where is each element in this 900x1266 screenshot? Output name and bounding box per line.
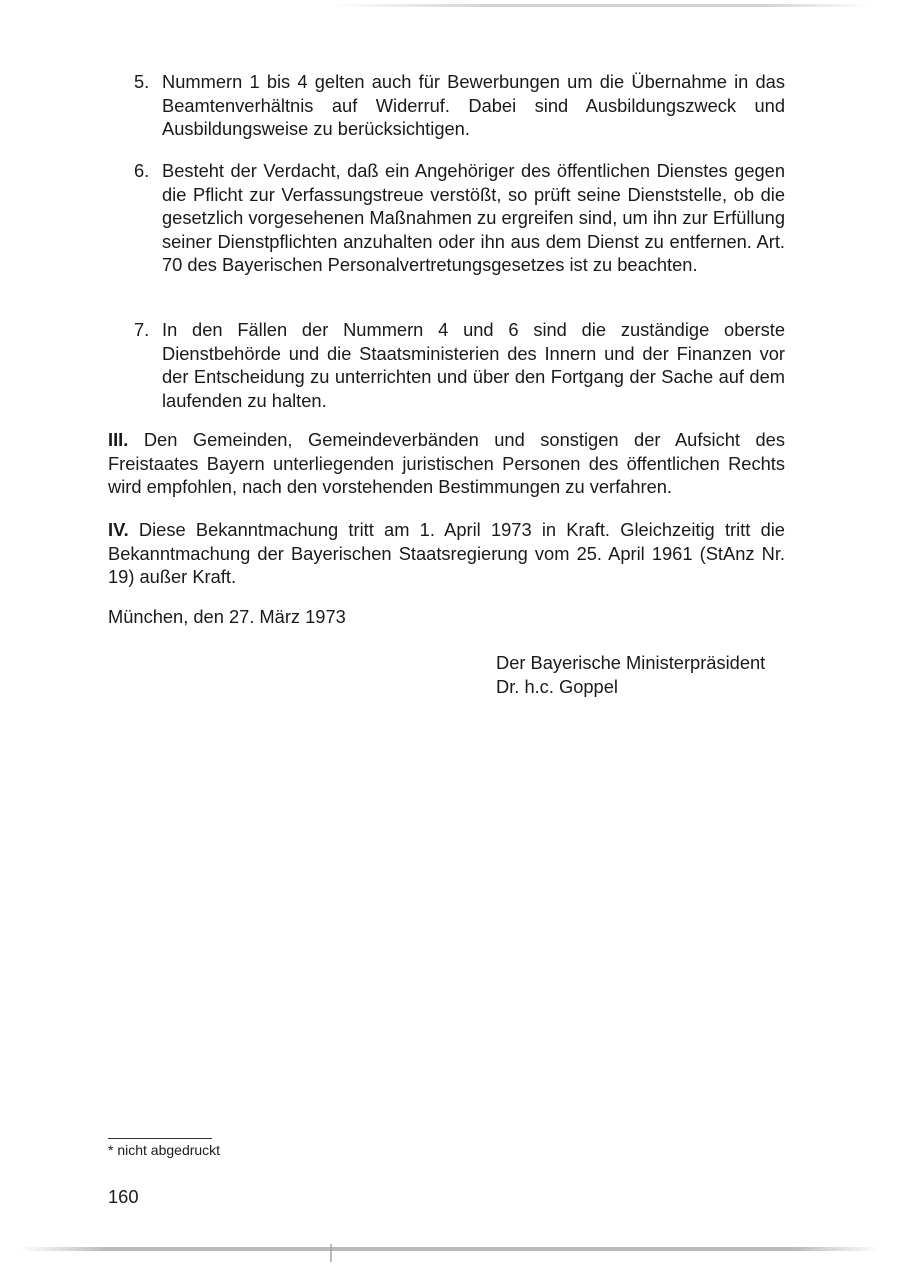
footnote: * nicht abgedruckt: [108, 1142, 221, 1158]
list-item-number: 6.: [134, 160, 150, 181]
list-item-text: In den Fällen der Nummern 4 und 6 sind die zuständige oberste Dienstbehörde und die Staatsministerien des Innern und der Finanzen vor der Entscheidung zu unterrichten und über den Fortgang der Sache auf dem laufenden zu halten.: [162, 319, 785, 411]
scan-edge-top: [330, 4, 870, 7]
place-date: München, den 27. März 1973: [108, 606, 346, 627]
signature-name: Dr. h.c. Goppel: [496, 675, 618, 697]
list-item-number: 5.: [134, 71, 150, 92]
signature-title: Der Bayerische Ministerpräsident: [496, 652, 766, 673]
section-text: Diese Bekanntmachung tritt am 1. April 1973 in Kraft. Gleichzeitig tritt die Bekanntmachung der Bayerischen Staatsregierung vom 25. April 1961 (StAnz Nr. 19) außer Kraft.: [108, 519, 785, 587]
footnote-rule: [108, 1138, 212, 1139]
list-item-5: [108, 70, 785, 141]
list-item-text: Nummern 1 bis 4 gelten auch für Bewerbungen um die Übernahme in das Beamtenverhältnis auf Widerruf. Dabei sind Ausbildungszweck und Ausbildungsweise zu berücksichtigen.: [162, 71, 785, 139]
section-roman-numeral: III.: [108, 429, 129, 450]
list-item-text: Besteht der Verdacht, daß ein Angehöriger des öffentlichen Dienstes gegen die Pflicht zur Verfassungstreue verstößt, so prüft seine Dienststelle, ob die gesetzlich vorgesehenen Maßnahmen zu ergreifen sind, um ihn zur Erfüllung seiner Dienstpflichten anzuhalten oder ihn aus dem Dienst zu entfernen. Art. 70 des Bayerischen Personalvertretungsgesetzes ist zu beachten.: [162, 160, 785, 275]
section-text: Den Gemeinden, Gemeindeverbänden und sonstigen der Aufsicht des Freistaates Bayern unterliegenden juristischen Personen des öffentlichen Rechts wird empfohlen, nach den vorstehenden Bestimmungen zu verfahren.: [108, 429, 785, 497]
section-iii: [108, 428, 785, 499]
section-paragraph: [108, 518, 785, 589]
list-item-7: [108, 318, 785, 412]
section-roman-numeral: IV.: [108, 519, 129, 540]
scan-tick-mark: [330, 1244, 332, 1262]
section-iv: [108, 518, 785, 589]
page-number: 160: [108, 1186, 139, 1207]
signature-block: [496, 651, 816, 698]
list-item-number: 7.: [134, 319, 150, 340]
scan-edge-bottom: [20, 1247, 880, 1251]
section-paragraph: [108, 428, 785, 499]
list-item-6: [108, 159, 785, 277]
